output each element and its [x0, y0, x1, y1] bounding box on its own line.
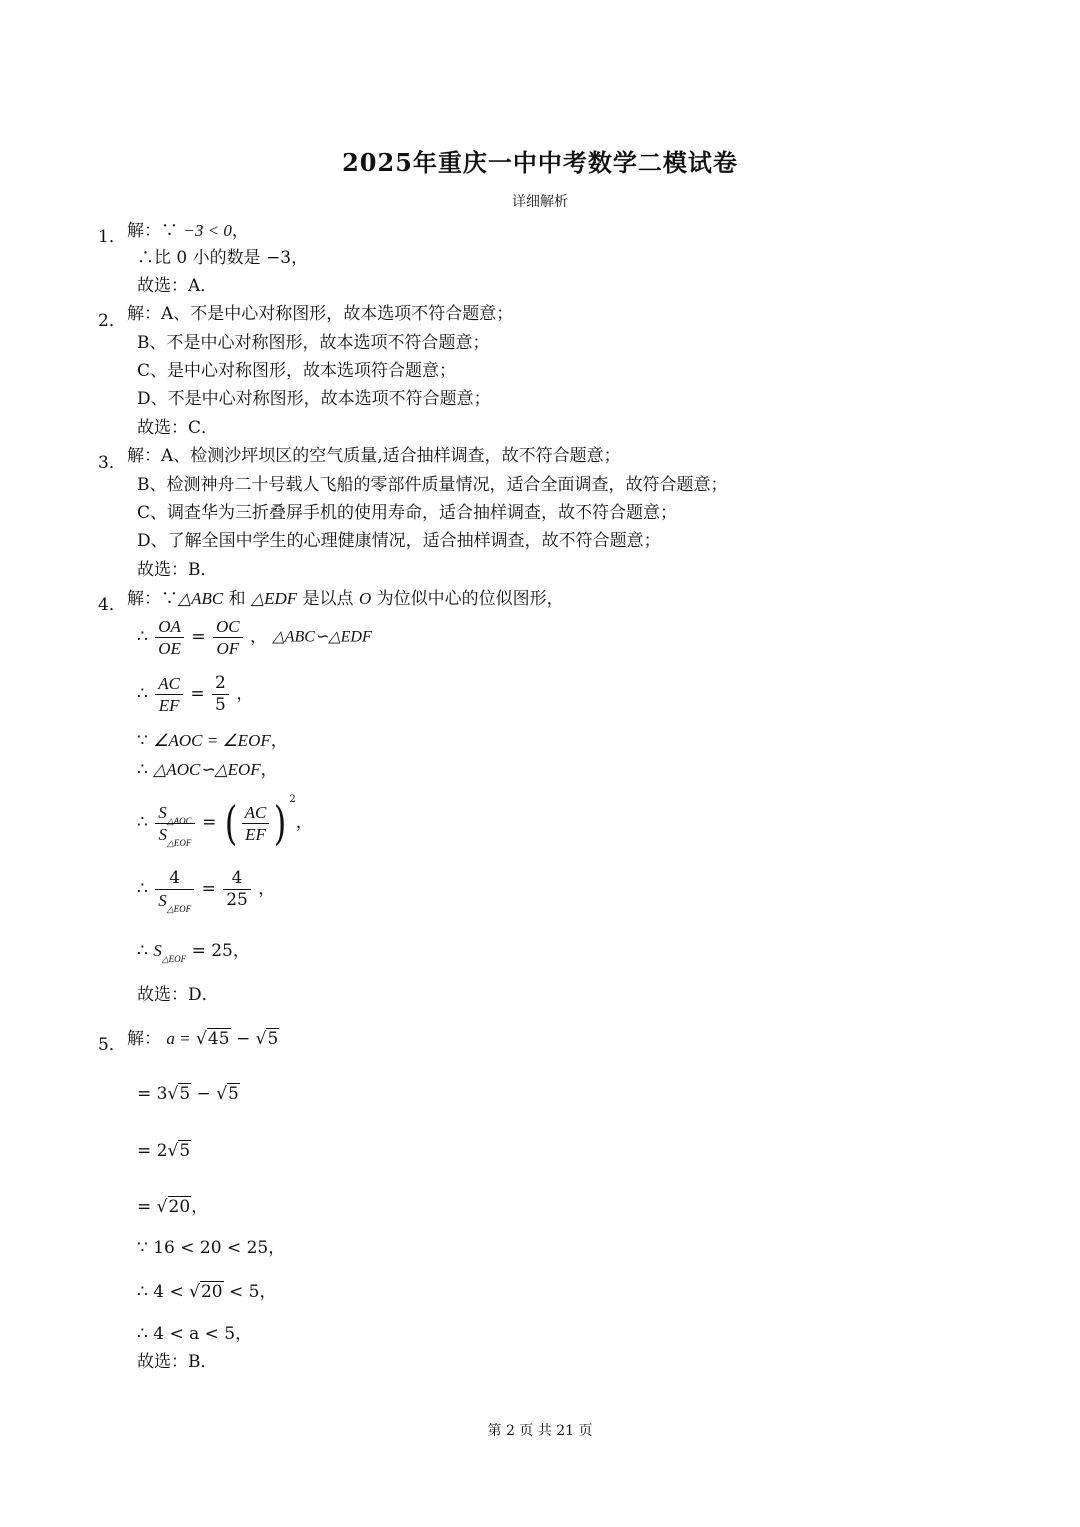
fraction-oc-of: $\frac{OC}{OF}$: [213, 618, 243, 657]
fraction-4-25: $\frac{4}{25}$: [223, 870, 251, 909]
q5-line-4: = √20，: [137, 1197, 209, 1217]
q3-line-3: C、调查华为三折叠屏手机的使用寿命，适合抽样调查，故不符合题意；: [137, 503, 678, 523]
q5-line-2: = 3√5 − √5: [137, 1084, 239, 1104]
fraction-ac-ef: $\frac{AC}{EF}$: [155, 675, 183, 714]
q3-line-4: D、了解全国中学生的心理健康情况，适合抽样调查，故不符合题意；: [137, 531, 661, 551]
q3-answer: 故选：B．: [137, 560, 218, 580]
q2-number: 2．: [98, 311, 126, 331]
fraction-2-5: $\frac{2}{5}$: [212, 675, 229, 714]
q5-line-3: = 2√5: [137, 1141, 191, 1161]
q5-answer: 故选：B．: [137, 1352, 218, 1372]
q4-line-1: 解：∵△ABC 和 △EDF 是以点 O 为位似中心的位似图形，: [127, 589, 564, 609]
q5-line-5: ∵ 16 < 20 < 25，: [137, 1238, 286, 1258]
q4-area-ratio-line: ∴ $\frac{S_{\triangle AOC}}{S_{\triangle EOF}}$ = ( $\frac{AC}{EF}$ ) $^2$，: [137, 793, 313, 850]
q4-area-result-line: ∴ $S_{\triangle EOF} = 25$，: [137, 941, 250, 964]
q2-answer: 故选：C．: [137, 418, 219, 438]
q4-ratio-line: ∴ $\frac{OA}{OE}$ = $\frac{OC}{OF}$ ， △ABC∽△EDF: [137, 617, 372, 658]
sqrt-5: √5: [255, 1029, 279, 1049]
sqrt-45: √45: [196, 1029, 230, 1049]
q1-answer: 故选：A．: [137, 276, 218, 296]
q4-answer: 故选：D．: [137, 985, 219, 1005]
page-footer: 第 2 页 共 21 页: [487, 1423, 593, 1439]
fraction-oa-oe: $\frac{OA}{OE}$: [155, 618, 184, 657]
q5-line-6: ∴ 4 < √20 < 5，: [137, 1282, 277, 1302]
q4-ac-ef-line: ∴ $\frac{AC}{EF}$ = $\frac{2}{5}$ ，: [137, 673, 254, 715]
q4-number: 4．: [98, 595, 126, 615]
q1-line-2: ∴比 0 小的数是 −3，: [137, 248, 309, 268]
q5-line-7: ∴ 4 < a < 5，: [137, 1324, 253, 1344]
fraction-ac-ef-squared: $\frac{AC}{EF}$: [242, 804, 270, 843]
page-title: 2025年重庆一中中考数学二模试卷: [342, 148, 738, 177]
q4-similar-line: ∴ △AOC∽△EOF，: [137, 760, 278, 780]
fraction-4-area: $\frac{4}{S_{\triangle EOF}}$: [155, 870, 194, 909]
q3-line-2: B、检测神舟二十号载人飞船的零部件质量情况，适合全面调查，故符合题意；: [137, 475, 728, 495]
q2-line-2: B、不是中心对称图形，故本选项不符合题意；: [137, 333, 490, 353]
q4-angle-line: ∵ ∠AOC = ∠EOF，: [137, 731, 288, 751]
q2-line-4: D、不是中心对称图形，故本选项不符合题意；: [137, 389, 491, 409]
q3-number: 3．: [98, 453, 126, 473]
fraction-area-aoc-eof: $\frac{S_{\triangle AOC}}{S_{\triangle EOF}}$: [155, 804, 194, 843]
sqrt-20: √20: [156, 1197, 191, 1217]
page-subtitle: 详细解析: [512, 194, 568, 210]
q3-line-1: 解：A、检测沙坪坝区的空气质量,适合抽样调查，故不符合题意；: [127, 446, 621, 466]
q5-line-1: 解： a = √45 − √5: [127, 1029, 279, 1049]
q2-line-3: C、是中心对称图形，故本选项符合题意；: [137, 361, 457, 381]
q1-line-1: 解：∵ −3 < 0，: [127, 221, 249, 241]
q5-number: 5．: [98, 1035, 126, 1055]
q2-line-1: 解：A、不是中心对称图形，故本选项不符合题意；: [127, 304, 514, 324]
q1-number: 1．: [98, 227, 126, 247]
q4-area-value-line: ∴ $\frac{4}{S_{\triangle EOF}}$ = $\frac{4}{25}$ ，: [137, 868, 276, 914]
